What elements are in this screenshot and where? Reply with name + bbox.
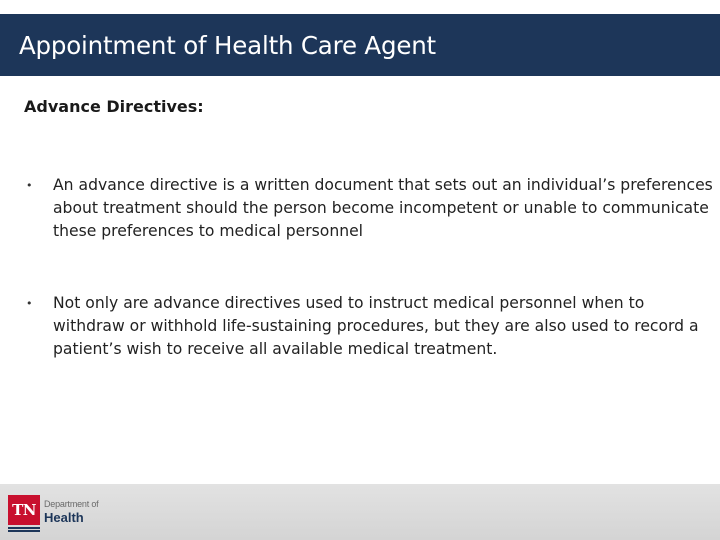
bullet-text: Not only are advance directives used to instruct medical personnel when to withdraw or withhold life-sustaining procedures, but they are also used to record a patient’s wish to receive all available medical treatment. — [53, 294, 699, 358]
bullet-marker: • — [26, 297, 33, 310]
footer-bar — [0, 484, 720, 540]
bullet-marker: • — [26, 179, 33, 192]
tn-logo-mark: TN — [8, 495, 40, 525]
logo-health-text: Health — [44, 510, 84, 525]
bullet-item — [24, 174, 714, 243]
title-bar — [0, 14, 720, 76]
tn-health-logo — [8, 495, 118, 535]
bullet-text: An advance directive is a written document that sets out an individual’s preferences about treatment should the person become incompetent or unable to communicate these preferences to medical personnel — [53, 176, 713, 240]
logo-stripe — [8, 527, 40, 529]
logo-department-text: Department of — [44, 499, 99, 509]
logo-stripe — [8, 530, 40, 532]
slide-title: Appointment of Health Care Agent — [19, 30, 436, 60]
bullet-list — [24, 174, 714, 361]
bullet-item — [24, 292, 714, 361]
section-subheading: Advance Directives: — [24, 97, 204, 116]
